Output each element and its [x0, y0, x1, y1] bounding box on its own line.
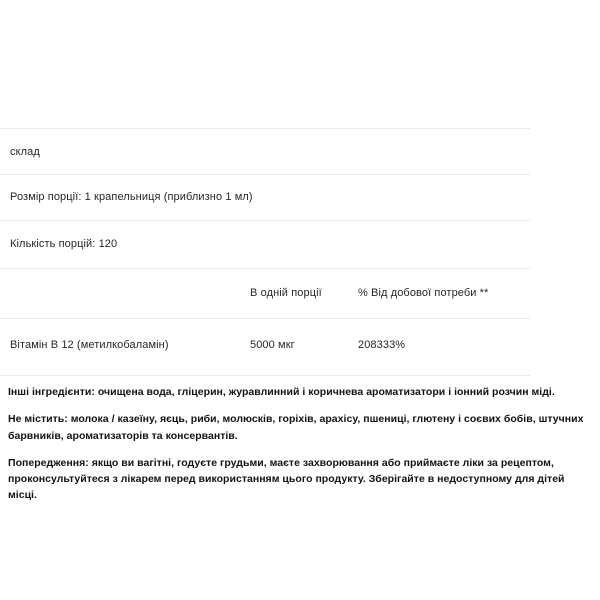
serving-size-label: Розмір порції: 1 крапельниця (приблизно 1 мл) — [10, 191, 253, 204]
warning-text: Попередження: якщо ви вагітні, годуєте грудьми, маєте захворювання або приймаєте ліки за рецептом, проконсультуйтеся з лікарем перед використанням цього продукту. Зберігайте в недоступному для дітей місці. — [8, 456, 565, 502]
table-header-row — [0, 268, 530, 318]
column-header-amount-per-serving: В одній порції — [250, 287, 322, 300]
table-row-servings-per-container — [0, 220, 530, 268]
table-row-title — [0, 128, 530, 174]
nutrient-cells — [10, 338, 530, 353]
table-bottom-divider — [0, 375, 530, 376]
other-ingredients-text: Інші інгредієнти: очищена вода, гліцерин, журавлинний і коричнева ароматизатори і іонний розчин міді. — [8, 386, 555, 398]
nutrient-daily-value: 208333% — [358, 338, 406, 351]
free-from-text: Не містить: молока / казеїну, яєць, риби, молюсків, горіхів, арахісу, пшениці, глютену і соєвих бобів, штучних барвників, ароматизаторів та консервантів. — [8, 413, 584, 442]
nutrient-amount: 5000 мкг — [250, 338, 295, 351]
supplement-facts-title: склад — [10, 145, 40, 158]
disclosures-section — [8, 384, 590, 504]
servings-per-container-label: Кількість порцій: 120 — [10, 238, 118, 251]
column-header-percent-daily-value: % Від добової потреби ** — [358, 287, 489, 300]
supplement-facts-table — [0, 128, 530, 371]
nutrient-name: Вітамін B 12 (метилкобаламін) — [10, 338, 169, 351]
table-row-serving-size — [0, 174, 530, 220]
table-row — [0, 318, 530, 371]
